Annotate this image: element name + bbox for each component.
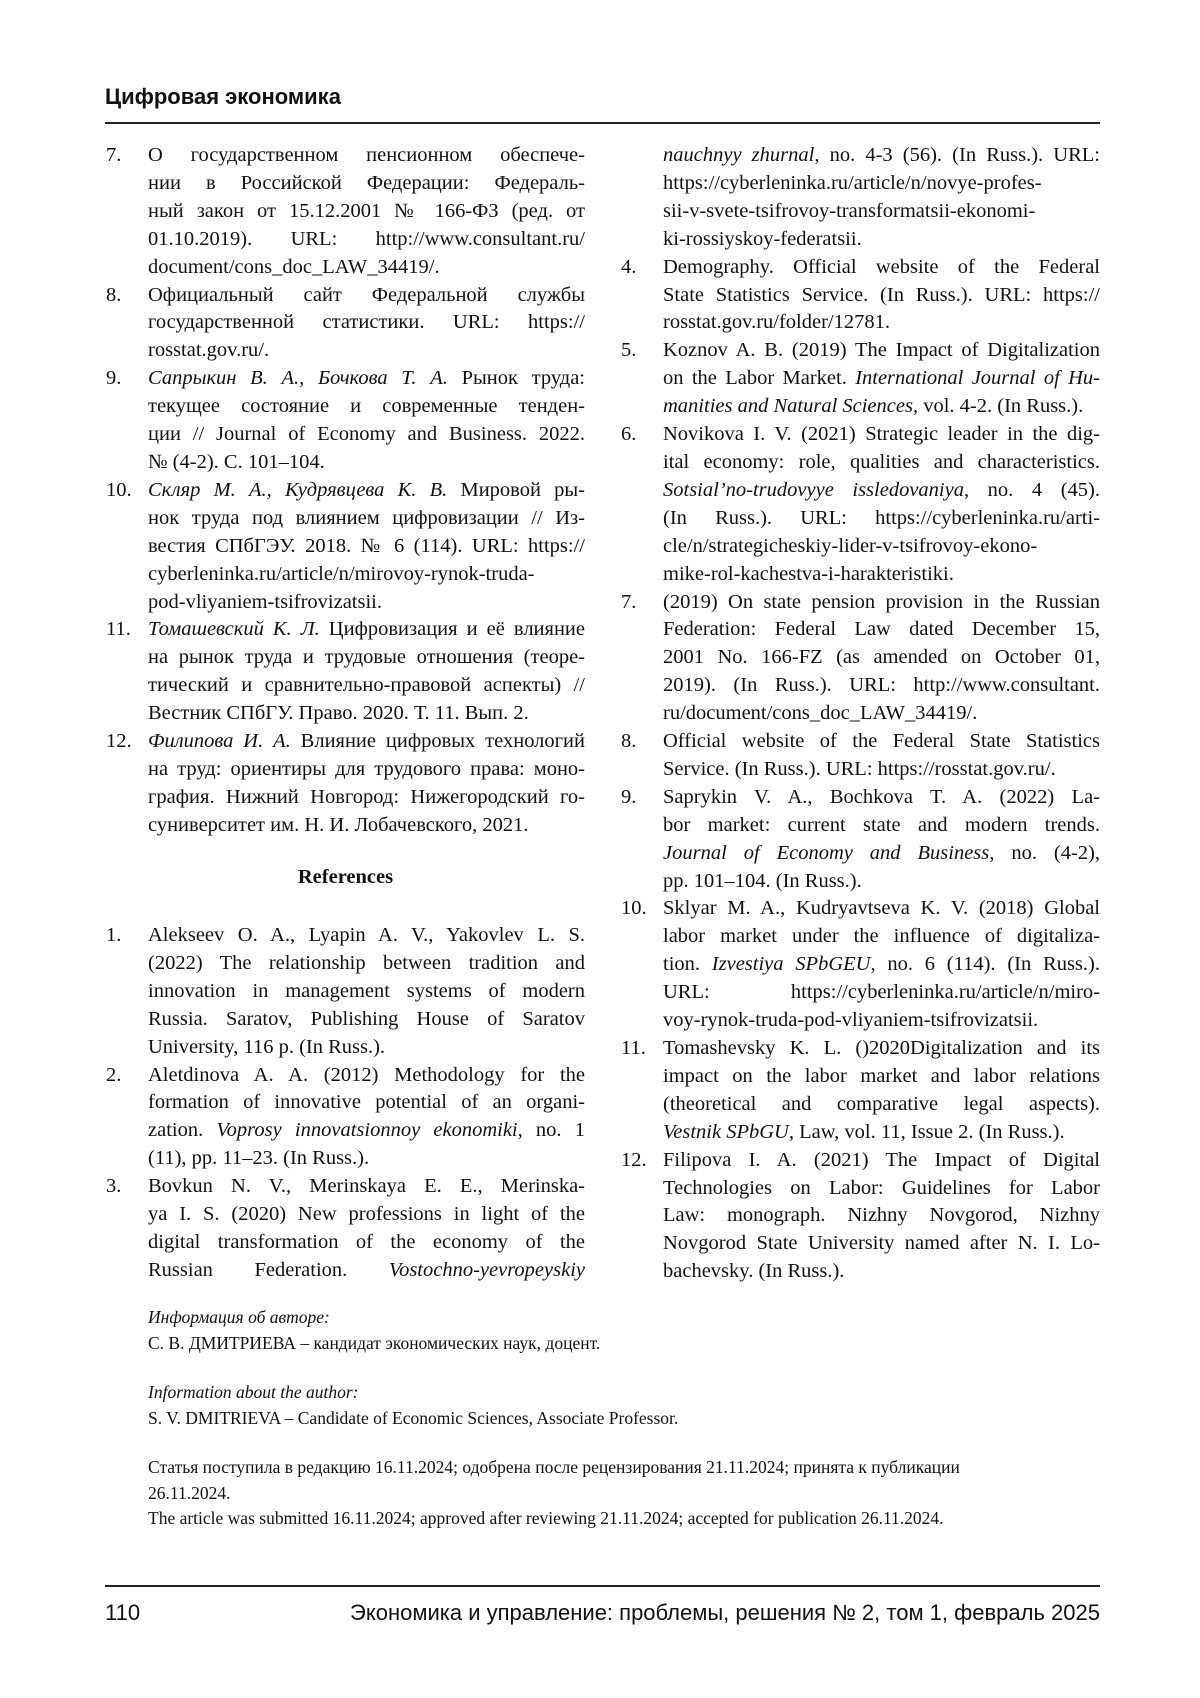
reference-text: Bovkun N. V., Merinskaya E. E., Merinska- <box>148 1175 585 1197</box>
reference-line <box>148 644 585 672</box>
reference-text: Russia. Saratov, Publishing House of Saratov <box>148 1008 585 1030</box>
reference-text: https://cyberleninka.ru/article/n/novye-profes- <box>663 172 1042 194</box>
reference-line <box>148 421 585 449</box>
reference-text: графия. Нижний Новгород: Нижегородский го- <box>148 786 585 808</box>
reference-line <box>663 1230 1100 1258</box>
reference-line <box>148 1062 585 1090</box>
reference-text: Technologies on Labor: Guidelines for Labor <box>663 1177 1100 1199</box>
reference-line <box>663 1035 1100 1063</box>
reference-number: 12. <box>621 1147 647 1175</box>
reference-text: Официальный сайт Федеральной службы <box>148 284 585 306</box>
reference-line <box>663 672 1100 700</box>
reference-item <box>621 337 1100 421</box>
reference-text: Tomashevsky K. L. ()2020Digitalization and its <box>663 1037 1100 1059</box>
reference-text: государственной статистики. URL: https:// <box>148 311 585 333</box>
reference-line <box>663 365 1100 393</box>
reference-text: voy-rynok-truda-pod-vliyaniem-tsifrovizatsii. <box>663 1009 1038 1031</box>
reference-item <box>106 282 585 366</box>
reference-item <box>106 728 585 840</box>
reference-text: (11), pp. 11–23. (In Russ.). <box>148 1147 369 1169</box>
reference-line <box>148 922 585 950</box>
reference-text: вестия СПбГЭУ. 2018. № 6 (114). URL: https:// <box>148 535 585 557</box>
reference-line <box>663 337 1100 365</box>
author-info-en <box>148 1380 678 1431</box>
reference-text: 2001 No. 166-FZ (as amended on October 01, <box>663 646 1100 668</box>
reference-text: (2022) The relationship between tradition and <box>148 952 585 974</box>
reference-text: cyberleninka.ru/article/n/mirovoy-rynok-truda- <box>148 563 535 585</box>
reference-line <box>663 1091 1100 1119</box>
reference-line <box>148 226 585 254</box>
reference-item <box>106 477 585 617</box>
reference-line <box>663 951 1100 979</box>
reference-number: 10. <box>621 895 647 923</box>
reference-number: 3. <box>106 1173 121 1201</box>
reference-text: Sklyar M. A., Kudryavtseva K. V. (2018) Global <box>663 897 1100 919</box>
reference-line <box>663 756 1100 784</box>
reference-text: , no. (4-2), <box>989 842 1100 864</box>
reference-text: Federation: Federal Law dated December 15, <box>663 618 1100 640</box>
reference-text: ki-rossiyskoy-federatsii. <box>663 228 862 250</box>
reference-number: 10. <box>106 477 132 505</box>
reference-text: суниверситет им. Н. И. Лобачевского, 2021. <box>148 814 529 836</box>
reference-text: О государственном пенсионном обеспече- <box>148 144 585 166</box>
reference-text: Цифровизация и её влияние <box>320 618 585 640</box>
reference-line <box>663 784 1100 812</box>
reference-text: Novikova I. V. (2021) Strategic leader in the dig- <box>663 423 1100 445</box>
reference-line <box>663 198 1100 226</box>
reference-item <box>621 784 1100 896</box>
reference-line <box>148 1006 585 1034</box>
reference-line <box>663 421 1100 449</box>
reference-line <box>663 840 1100 868</box>
reference-item <box>106 616 585 728</box>
reference-text: на рынок труда и трудовые отношения (теоре- <box>148 646 585 668</box>
reference-line <box>148 533 585 561</box>
reference-line <box>663 728 1100 756</box>
references-list-left <box>106 922 585 1285</box>
reference-line <box>148 477 585 505</box>
reference-text: Saprykin V. A., Bochkova T. A. (2022) La- <box>663 786 1100 808</box>
reference-text: rosstat.gov.ru/folder/12781. <box>663 311 890 333</box>
reference-text: нок труда под влиянием цифровизации // Из- <box>148 507 585 529</box>
reference-text: Russian Federation. <box>148 1259 389 1281</box>
reference-italic-title: Izvestiya SPbGEU <box>712 953 871 975</box>
reference-text: на труд: ориентиры для трудового права: моно- <box>148 758 585 780</box>
reference-item <box>106 365 585 477</box>
reference-text: № (4-2). С. 101–104. <box>148 451 325 473</box>
reference-text: Рынок труда: <box>448 367 585 389</box>
reference-text: тический и сравнительно-правовой аспекты) // <box>148 674 585 696</box>
reference-text: mike-rol-kachestva-i-harakteristiki. <box>663 563 954 585</box>
reference-text: , no. 4-3 (56). (In Russ.). URL: <box>814 144 1100 166</box>
reference-text: labor market under the influence of digitaliza- <box>663 925 1100 947</box>
reference-italic-title: Сапрыкин В. А., Бочкова Т. А. <box>148 367 448 389</box>
page-number: 110 <box>105 1600 140 1626</box>
reference-item <box>106 142 585 282</box>
reference-text: нии в Российской Федерации: Федераль- <box>148 172 585 194</box>
reference-line <box>663 449 1100 477</box>
reference-item <box>621 589 1100 729</box>
reference-text: (theoretical and comparative legal aspects). <box>663 1093 1100 1115</box>
running-title: Цифровая экономика <box>105 84 341 110</box>
reference-text: Alekseev O. A., Lyapin A. V., Yakovlev L. S. <box>148 924 585 946</box>
reference-text: rosstat.gov.ru/. <box>148 339 269 361</box>
reference-text: , no. 6 (114). (In Russ.). <box>870 953 1100 975</box>
reference-line <box>148 170 585 198</box>
dates-ru-line1: Статья поступила в редакцию 16.11.2024; одобрена после рецензирования 21.11.2024; принята к публикации <box>148 1455 960 1481</box>
reference-text: Мировой ры- <box>447 479 585 501</box>
reference-line <box>148 1145 585 1173</box>
reference-line <box>148 505 585 533</box>
reference-line <box>148 309 585 337</box>
reference-line <box>148 950 585 978</box>
reference-text: University, 116 p. (In Russ.). <box>148 1036 385 1058</box>
reference-line <box>663 979 1100 1007</box>
reference-text: 01.10.2019). URL: http://www.consultant.ru/ <box>148 228 585 250</box>
reference-text: innovation in management systems of modern <box>148 980 585 1002</box>
reference-line <box>148 142 585 170</box>
reference-text: on the Labor Market. <box>663 367 855 389</box>
reference-line <box>663 1175 1100 1203</box>
reference-line <box>148 282 585 310</box>
reference-text: bachevsky. (In Russ.). <box>663 1260 844 1282</box>
reference-text: sii-v-svete-tsifrovoy-transformatsii-ekonomi- <box>663 200 1035 222</box>
reference-number: 11. <box>106 616 131 644</box>
reference-italic-title: Томашевский К. Л. <box>148 618 320 640</box>
reference-number: 9. <box>621 784 636 812</box>
reference-line <box>148 1229 585 1257</box>
reference-number: 2. <box>106 1062 121 1090</box>
author-info-ru-text: С. В. ДМИТРИЕВА – кандидат экономических наук, доцент. <box>148 1331 600 1357</box>
reference-line <box>148 365 585 393</box>
author-info-ru-label: Информация об авторе: <box>148 1305 600 1331</box>
reference-text: ный закон от 15.12.2001 № 166-ФЗ (ред. от <box>148 200 585 222</box>
reference-text: State Statistics Service. (In Russ.). URL: https:// <box>663 284 1100 306</box>
article-dates <box>148 1455 960 1532</box>
reference-line <box>148 1089 585 1117</box>
reference-line <box>663 589 1100 617</box>
reference-item <box>106 1062 585 1174</box>
reference-text: текущее состояние и современные тенден- <box>148 395 585 417</box>
author-info-en-label: Information about the author: <box>148 1380 678 1406</box>
reference-text: , no. 1 <box>518 1119 585 1141</box>
reference-italic-title: manities and Natural Sciences <box>663 395 913 417</box>
reference-line <box>148 449 585 477</box>
reference-text: Law: monograph. Nizhny Novgorod, Nizhny <box>663 1204 1100 1226</box>
reference-line <box>148 812 585 840</box>
reference-text: (2019) On state pension provision in the Russian <box>663 591 1100 613</box>
reference-line <box>663 477 1100 505</box>
reference-line <box>663 226 1100 254</box>
reference-text: pp. 101–104. (In Russ.). <box>663 870 862 892</box>
reference-line <box>148 1201 585 1229</box>
reference-line <box>663 282 1100 310</box>
reference-text: (In Russ.). URL: https://cyberleninka.ru/arti- <box>663 507 1100 529</box>
reference-text: formation of innovative potential of an organi- <box>148 1091 585 1113</box>
reference-line <box>148 1257 585 1285</box>
reference-text: bor market: current state and modern trends. <box>663 814 1100 836</box>
reference-number: 12. <box>106 728 132 756</box>
reference-text: Влияние цифровых технологий <box>291 730 585 752</box>
reference-number: 6. <box>621 421 636 449</box>
reference-text: 2019). (In Russ.). URL: http://www.consultant. <box>663 674 1100 696</box>
reference-line <box>663 393 1100 421</box>
reference-text: pod-vliyaniem-tsifrovizatsii. <box>148 591 382 613</box>
author-info-en-text: S. V. DMITRIEVA – Candidate of Economic Sciences, Associate Professor. <box>148 1406 678 1432</box>
reference-line <box>663 1147 1100 1175</box>
reference-text: Demography. Official website of the Federal <box>663 256 1100 278</box>
reference-italic-title: Vostochno-yevropeyskiy <box>389 1259 585 1281</box>
reference-line <box>663 1007 1100 1035</box>
reference-line <box>148 561 585 589</box>
reference-italic-title: Скляр М. А., Кудрявцева К. В. <box>148 479 447 501</box>
russian-reference-list <box>106 142 585 840</box>
reference-text: ya I. S. (2020) New professions in light of the <box>148 1203 585 1225</box>
reference-text: ции // Journal of Economy and Business. 2022. <box>148 423 585 445</box>
reference-text: Filipova I. A. (2021) The Impact of Digital <box>663 1149 1100 1171</box>
reference-line <box>148 616 585 644</box>
reference-line <box>148 700 585 728</box>
reference-line <box>663 142 1100 170</box>
reference-item <box>621 1035 1100 1147</box>
reference-number: 7. <box>621 589 636 617</box>
footer-rule <box>105 1585 1100 1587</box>
reference-italic-title: nauchnyy zhurnal <box>663 144 814 166</box>
reference-line <box>663 616 1100 644</box>
reference-number: 5. <box>621 337 636 365</box>
reference-text: ru/document/cons_doc_LAW_34419/. <box>663 702 977 724</box>
reference-line <box>663 533 1100 561</box>
reference-line <box>148 672 585 700</box>
reference-text: cle/n/strategicheskiy-lider-v-tsifrovoy-ekono- <box>663 535 1037 557</box>
reference-line <box>663 812 1100 840</box>
reference-text: Service. (In Russ.). URL: https://rosstat.gov.ru/. <box>663 758 1056 780</box>
reference-italic-title: Sotsial’no-trudovyye issledovaniya <box>663 479 964 501</box>
reference-italic-title: Journal of Economy and Business <box>663 842 989 864</box>
reference-line <box>663 309 1100 337</box>
reference-number: 8. <box>106 282 121 310</box>
reference-italic-title: Vestnik SPbGU <box>663 1121 789 1143</box>
reference-item <box>621 142 1100 254</box>
reference-text: , vol. 4-2. (In Russ.). <box>913 395 1083 417</box>
journal-issue: Экономика и управление: проблемы, решения № 2, том 1, февраль 2025 <box>350 1600 1100 1626</box>
dates-ru-line2: 26.11.2024. <box>148 1481 960 1507</box>
reference-line <box>148 337 585 365</box>
reference-line <box>148 1034 585 1062</box>
reference-item <box>621 421 1100 588</box>
reference-line <box>663 1119 1100 1147</box>
reference-text: digital transformation of the economy of the <box>148 1231 585 1253</box>
reference-item <box>106 1173 585 1285</box>
reference-number: 1. <box>106 922 121 950</box>
reference-line <box>148 254 585 282</box>
reference-italic-title: Voprosy innovatsionnoy ekonomiki <box>216 1119 517 1141</box>
reference-line <box>148 784 585 812</box>
reference-number: 4. <box>621 254 636 282</box>
reference-line <box>663 895 1100 923</box>
reference-line <box>663 170 1100 198</box>
reference-number: 11. <box>621 1035 646 1063</box>
reference-italic-title: International Journal of Hu- <box>855 367 1100 389</box>
reference-line <box>663 505 1100 533</box>
reference-line <box>663 561 1100 589</box>
reference-text: Novgorod State University named after N. I. Lo- <box>663 1232 1100 1254</box>
reference-text: zation. <box>148 1119 216 1141</box>
reference-line <box>663 1258 1100 1286</box>
reference-line <box>148 728 585 756</box>
reference-item <box>621 254 1100 338</box>
reference-line <box>663 1063 1100 1091</box>
reference-line <box>148 589 585 617</box>
reference-line <box>148 1117 585 1145</box>
reference-line <box>663 254 1100 282</box>
reference-item <box>106 922 585 1062</box>
reference-item <box>621 728 1100 784</box>
reference-line <box>148 1173 585 1201</box>
reference-number: 9. <box>106 365 121 393</box>
references-heading: References <box>106 866 585 889</box>
reference-text: Official website of the Federal State Statistics <box>663 730 1100 752</box>
reference-line <box>148 978 585 1006</box>
references-list-right <box>621 142 1100 1286</box>
reference-line <box>148 393 585 421</box>
reference-item <box>621 1147 1100 1287</box>
dates-en-line: The article was submitted 16.11.2024; approved after reviewing 21.11.2024; accepted for publication 26.11.2024. <box>148 1506 960 1532</box>
reference-text: tion. <box>663 953 712 975</box>
reference-number: 8. <box>621 728 636 756</box>
reference-line <box>663 1202 1100 1230</box>
reference-text: impact on the labor market and labor relations <box>663 1065 1100 1087</box>
reference-text: URL: https://cyberleninka.ru/article/n/miro- <box>663 981 1100 1003</box>
header-rule <box>105 122 1100 124</box>
reference-item <box>621 895 1100 1035</box>
reference-text: document/cons_doc_LAW_34419/. <box>148 256 440 278</box>
reference-line <box>663 868 1100 896</box>
reference-italic-title: Филипова И. А. <box>148 730 291 752</box>
reference-line <box>663 644 1100 672</box>
author-info-ru <box>148 1305 600 1356</box>
reference-text: Aletdinova A. A. (2012) Methodology for the <box>148 1064 585 1086</box>
reference-text: , Law, vol. 11, Issue 2. (In Russ.). <box>789 1121 1065 1143</box>
reference-text: ital economy: role, qualities and characteristics. <box>663 451 1100 473</box>
reference-text: , no. 4 (45). <box>964 479 1100 501</box>
reference-text: Koznov A. B. (2019) The Impact of Digitalization <box>663 339 1100 361</box>
reference-line <box>148 756 585 784</box>
reference-text: Вестник СПбГУ. Право. 2020. Т. 11. Вып. 2. <box>148 702 529 724</box>
reference-line <box>663 700 1100 728</box>
reference-line <box>148 198 585 226</box>
reference-number: 7. <box>106 142 121 170</box>
reference-line <box>663 923 1100 951</box>
